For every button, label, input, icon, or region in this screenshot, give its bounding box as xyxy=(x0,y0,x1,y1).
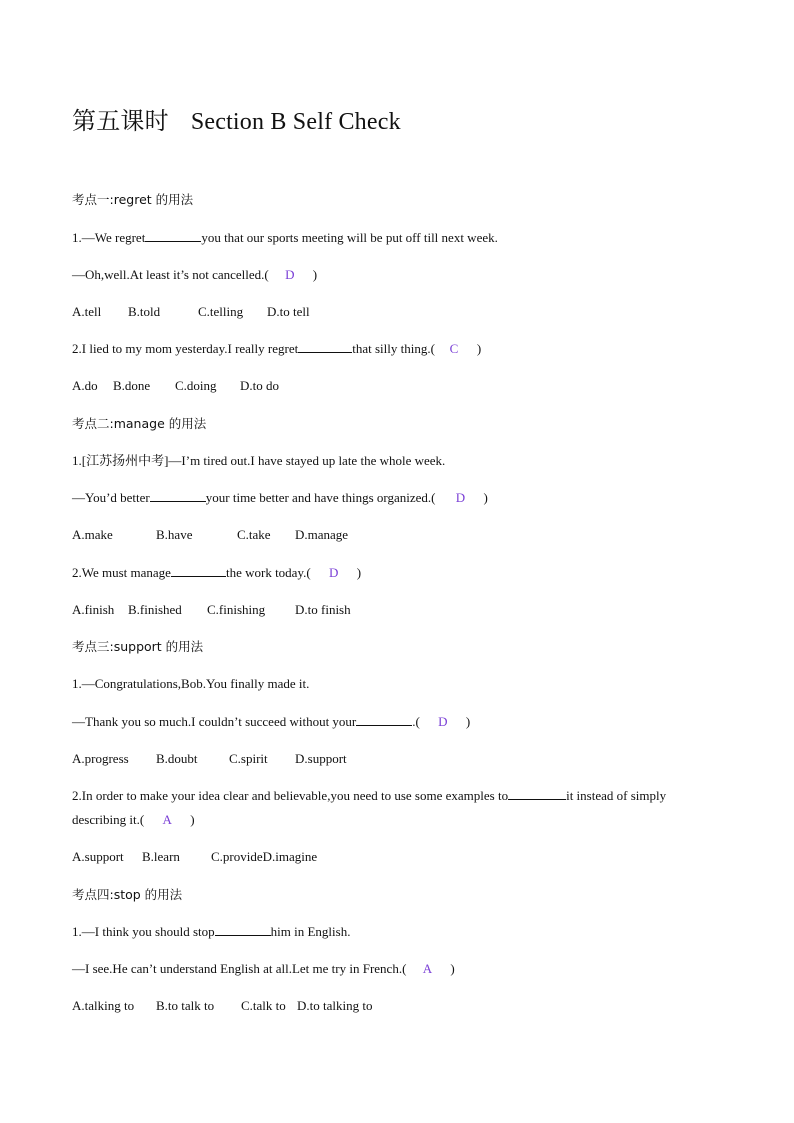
question-text: describing it.( xyxy=(72,812,145,827)
question-text: 2.In order to make your idea clear and believable,you need to use some examples to xyxy=(72,788,509,803)
option: B.have xyxy=(156,527,193,542)
options-line xyxy=(72,602,351,618)
question-text: —Thank you so much.I couldn’t succeed without your xyxy=(72,714,357,729)
option: C.doing xyxy=(175,378,217,393)
question-text: ) xyxy=(312,267,318,282)
question-line xyxy=(72,565,361,581)
question-text: —Oh,well.At least it’s not cancelled.( xyxy=(72,267,269,282)
question-paragraph xyxy=(72,784,722,832)
option: C.provide xyxy=(211,849,263,864)
question-text: —You’d better xyxy=(72,490,150,505)
section-header: 考点四:stop 的用法 xyxy=(72,887,183,902)
answer-blank xyxy=(145,231,201,242)
answer-blank xyxy=(215,925,271,936)
section-header: 考点三:support 的用法 xyxy=(72,639,204,654)
option: A.tell xyxy=(72,304,102,319)
answer-blank xyxy=(298,342,352,353)
option: B.to talk to xyxy=(156,998,215,1013)
option: C.spirit xyxy=(229,751,268,766)
option: B.told xyxy=(128,304,161,319)
answer-blank xyxy=(150,491,206,502)
question-text: him in English. xyxy=(270,924,351,939)
option: A.do xyxy=(72,378,98,393)
question-text: 1.—I think you should stop xyxy=(72,924,215,939)
question-text: ) xyxy=(450,961,455,976)
question-line xyxy=(72,267,317,283)
title-en: Section B Self Check xyxy=(190,109,401,135)
answer-key: D xyxy=(438,714,448,729)
question-line xyxy=(72,924,350,940)
question-text: 2.I lied to my mom yesterday.I really regret xyxy=(72,341,299,356)
question-text: 1.—We regret xyxy=(72,230,146,245)
option: A.progress xyxy=(72,751,129,766)
option: A.finish xyxy=(72,602,115,617)
options-line xyxy=(72,378,279,394)
options-line xyxy=(72,527,348,543)
section-header: 考点二:manage 的用法 xyxy=(72,416,207,431)
question-text: ) xyxy=(356,565,362,580)
option: C.telling xyxy=(198,304,244,319)
question-text: .( xyxy=(412,714,420,729)
option: A.talking to xyxy=(72,998,135,1013)
section-header: 考点一:regret 的用法 xyxy=(72,192,194,207)
option: D.to tell xyxy=(267,304,310,319)
option: A.make xyxy=(72,527,113,542)
options-line xyxy=(72,849,317,865)
question-text: your time better and have things organized.( xyxy=(205,490,436,505)
question-text: it instead of simply xyxy=(566,788,667,803)
option: D.to do xyxy=(240,378,279,393)
option: D.to finish xyxy=(295,602,351,617)
answer-key: A xyxy=(422,961,433,976)
question-line: 1.—Congratulations,Bob.You finally made it. xyxy=(72,676,310,691)
option: B.done xyxy=(113,378,151,393)
answer-blank xyxy=(508,789,566,800)
question-text: ) xyxy=(465,714,471,729)
question-text: the work today.( xyxy=(225,565,311,580)
question-line xyxy=(72,961,455,977)
option: D.imagine xyxy=(262,849,318,864)
question-line: 1.[江苏扬州中考]—I’m tired out.I have stayed up late the whole week. xyxy=(72,453,446,468)
question-line xyxy=(72,230,498,246)
title-cn: 第五课时 xyxy=(72,109,169,135)
answer-blank xyxy=(356,715,412,726)
option: D.support xyxy=(295,751,347,766)
option: C.talk to xyxy=(241,998,286,1013)
option: B.learn xyxy=(142,849,180,864)
option: D.to talking to xyxy=(297,998,373,1013)
page-title xyxy=(72,101,401,136)
question-text: ) xyxy=(483,490,488,505)
options-line xyxy=(72,751,347,767)
option: C.finishing xyxy=(207,602,266,617)
options-line xyxy=(72,998,372,1014)
question-line xyxy=(72,341,481,357)
answer-key: D xyxy=(328,565,339,580)
option: B.doubt xyxy=(156,751,198,766)
answer-key: D xyxy=(455,490,466,505)
options-line xyxy=(72,304,310,320)
question-text: that silly thing.( xyxy=(352,341,435,356)
question-line xyxy=(72,714,470,730)
answer-key: C xyxy=(449,341,459,356)
answer-key: A xyxy=(162,812,172,827)
question-line xyxy=(72,490,488,506)
option: A.support xyxy=(72,849,124,864)
option: C.take xyxy=(237,527,271,542)
question-text: you that our sports meeting will be put off till next week. xyxy=(201,230,498,245)
option: B.finished xyxy=(128,602,182,617)
question-text: —I see.He can’t understand English at all.Let me try in French.( xyxy=(72,961,407,976)
question-text: ) xyxy=(476,341,482,356)
question-text: ) xyxy=(190,812,195,827)
question-text: 2.We must manage xyxy=(72,565,171,580)
option: D.manage xyxy=(295,527,349,542)
answer-blank xyxy=(171,566,226,577)
answer-key: D xyxy=(285,267,295,282)
